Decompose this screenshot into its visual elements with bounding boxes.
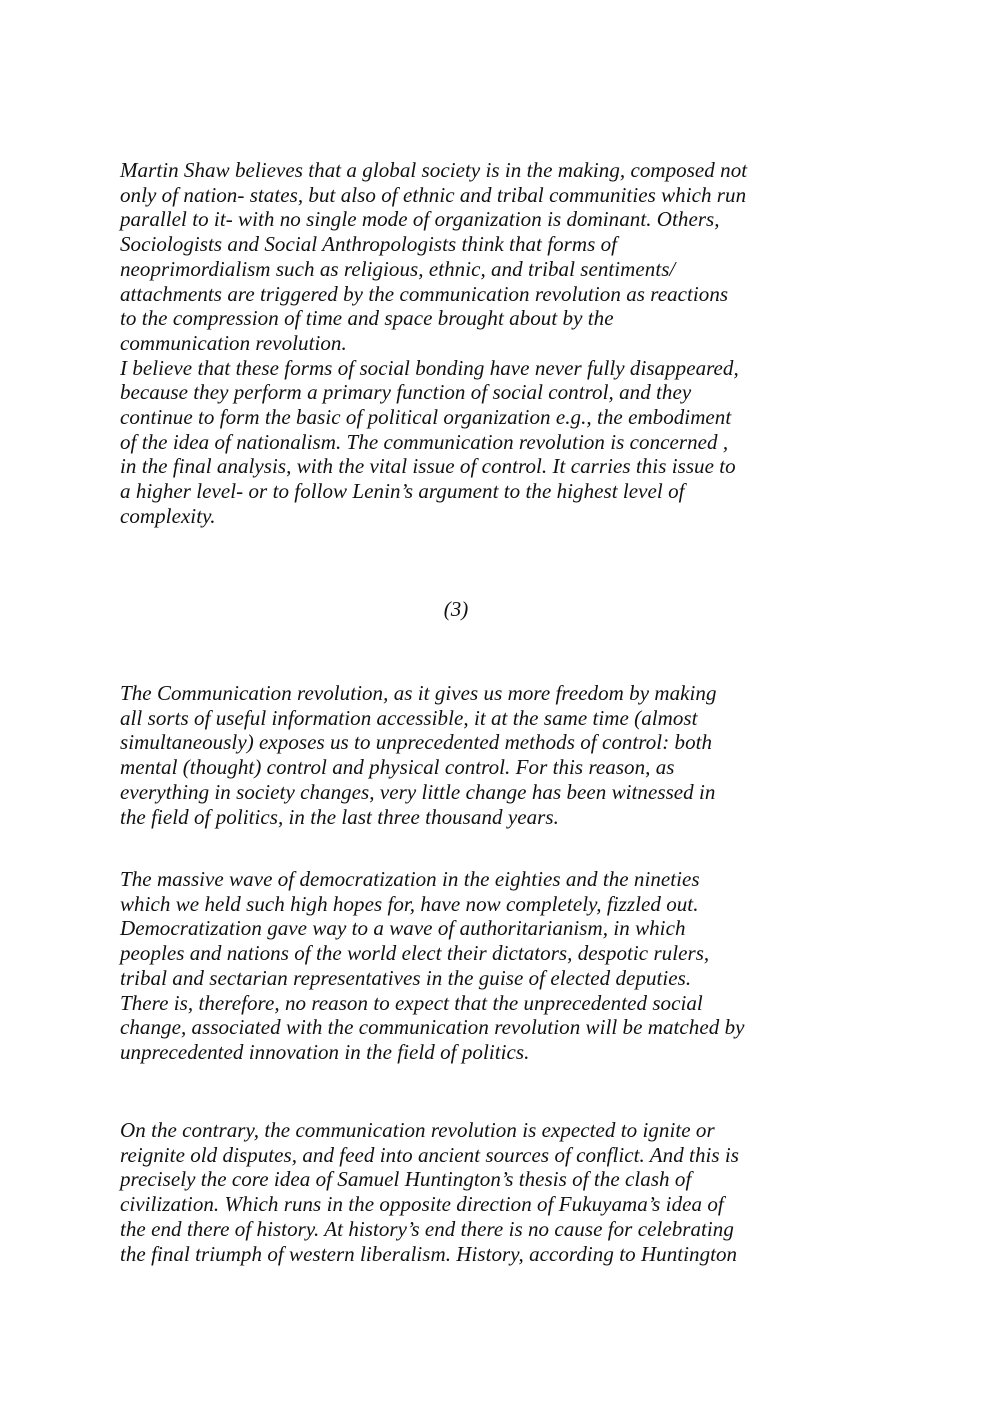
page-number: (3) (443, 597, 469, 621)
text-line: only of nation- states, but also of ethnic and tribal communities which run (120, 182, 747, 207)
text-line: Democratization gave way to a wave of authoritarianism, in which (120, 916, 686, 941)
paragraph-democratization (120, 867, 840, 1065)
text-line: mental (thought) control and physical control. For this reason, as (120, 755, 675, 780)
text-line: because they perform a primary function of social control, and they (120, 380, 692, 405)
text-line: parallel to it- with no single mode of organization is dominant. Others, (120, 207, 720, 232)
text-line: Martin Shaw believes that a global society is in the making, composed not (120, 158, 748, 182)
text-line: everything in society changes, very little change has been witnessed in (120, 779, 716, 804)
text-line: There is, therefore, no reason to expect that the unprecedented social (120, 990, 703, 1015)
text-line: The Communication revolution, as it gives us more freedom by making (120, 681, 717, 705)
text-line: which we held such high hopes for, have now completely, fizzled out. (120, 891, 699, 916)
text-line: the field of politics, in the last three thousand years. (120, 804, 559, 829)
text-line: all sorts of useful information accessible, it at the same time (almost (120, 705, 698, 730)
text-line: of the idea of nationalism. The communication revolution is concerned , (120, 429, 729, 454)
text-line: I believe that these forms of social bonding have never fully disappeared, (120, 355, 739, 380)
text-line: a higher level- or to follow Lenin’s argument to the highest level of (120, 479, 685, 504)
text-line: in the final analysis, with the vital issue of control. It carries this issue to (120, 454, 736, 479)
text-line: unprecedented innovation in the field of politics. (120, 1039, 530, 1064)
text-line: The massive wave of democratization in the eighties and the nineties (120, 867, 700, 891)
text-line: complexity. (120, 503, 216, 528)
text-line: the final triumph of western liberalism. History, according to Huntington (120, 1241, 738, 1266)
text-line: to the compression of time and space brought about by the (120, 306, 614, 331)
text-line: communication revolution. (120, 330, 347, 355)
text-line: tribal and sectarian representatives in the guise of elected deputies. (120, 965, 692, 990)
text-line: neoprimordialism such as religious, ethnic, and tribal sentiments/ (120, 256, 676, 281)
text-line: On the contrary, the communication revolution is expected to ignite or (120, 1118, 715, 1142)
text-line: continue to form the basic of political organization e.g., the embodiment (120, 405, 732, 430)
text-line: simultaneously) exposes us to unprecedented methods of control: both (120, 730, 713, 755)
text-line: peoples and nations of the world elect their dictators, despotic rulers, (120, 941, 710, 966)
text-line: precisely the core idea of Samuel Huntington’s thesis of the clash of (120, 1167, 692, 1192)
text-line: change, associated with the communication revolution will be matched by (120, 1015, 745, 1040)
text-line: Sociologists and Social Anthropologists think that forms of (120, 232, 618, 257)
paragraph-on-the-contrary (120, 1118, 840, 1266)
paragraph-communication-revolution (120, 681, 840, 829)
text-line: civilization. Which runs in the opposite direction of Fukuyama’s idea of (120, 1192, 724, 1217)
text-line: the end there of history. At history’s end there is no cause for celebrating (120, 1216, 734, 1241)
text-line: attachments are triggered by the communication revolution as reactions (120, 281, 729, 306)
text-line: reignite old disputes, and feed into ancient sources of conflict. And this is (120, 1142, 740, 1167)
paragraph-martin-shaw (120, 158, 840, 529)
